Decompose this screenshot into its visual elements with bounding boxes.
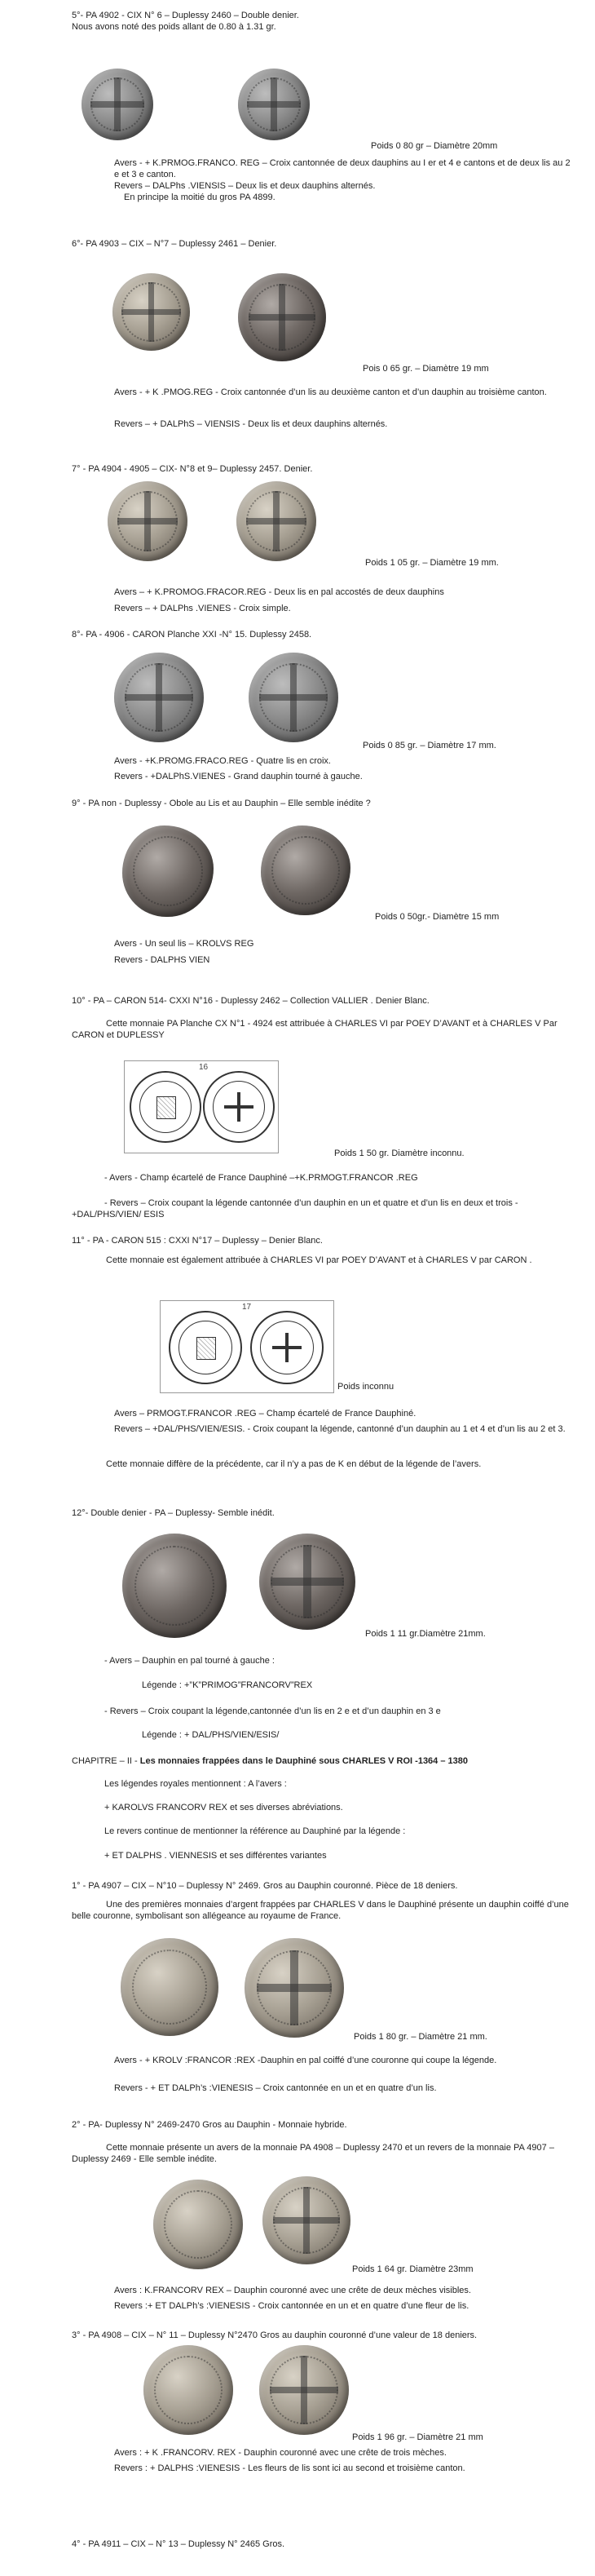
entry-11-note: Cette monnaie diffère de la précédente, car il n’y a pas de K en début de la légende de l’avers. — [106, 1459, 482, 1469]
coin-1-avers: Avers - + KROLV :FRANCOR :REX -Dauphin en pal coiffé d’une couronne qui coupe la légende. — [114, 2056, 497, 2065]
coin-obverse-image — [122, 825, 214, 917]
entry-11-weight: Poids inconnu — [337, 1382, 394, 1392]
coin-reverse-image — [238, 69, 310, 140]
coin-2-revers: Revers :+ ET DALPh’s :VIENESIS - Croix cantonnée en un et en quatre d’une fleur de lis. — [114, 2301, 469, 2311]
coin-reverse-image — [249, 653, 338, 742]
entry-11-avers: Avers – PRMOGT.FRANCOR .REG – Champ écartelé de France Dauphiné. — [114, 1409, 416, 1419]
chapter-line-4: + ET DALPHS . VIENNESIS et ses différentes variantes — [104, 1851, 327, 1861]
chapter-line-1: Les légendes royales mentionnent : A l’avers : — [104, 1779, 287, 1789]
entry-7-title: 7° - PA 4904 - 4905 – CIX- N°8 et 9– Duplessy 2457. Denier. — [72, 464, 313, 474]
coin-3-title: 3° - PA 4908 – CIX – N° 11 – Duplessy N°2470 Gros au dauphin couronné d’une valeur de 18 deniers. — [72, 2330, 478, 2340]
coin-3-revers: Revers : + DALPHS :VIENESIS - Les fleurs de lis sont ici au second et troisième canton. — [114, 2463, 465, 2473]
entry-5-note: Nous avons noté des poids allant de 0.80 à 1.31 gr. — [72, 22, 276, 32]
chapter-prefix: CHAPITRE – II - — [72, 1756, 140, 1766]
entry-8-revers: Revers - +DALPhS.VIENES - Grand dauphin tourné à gauche. — [114, 772, 363, 781]
entry-5-extra: En principe la moitié du gros PA 4899. — [124, 193, 275, 202]
coin-reverse-image — [236, 481, 316, 561]
entry-8-avers: Avers - +K.PROMG.FRACO.REG - Quatre lis en croix. — [114, 756, 331, 766]
entry-6-title: 6°- PA 4903 – CIX – N°7 – Duplessy 2461 – Denier. — [72, 239, 277, 249]
coin-drawing — [124, 1060, 279, 1153]
coin-obverse-image — [121, 1938, 218, 2036]
coin-drawing — [160, 1300, 334, 1393]
chapter-title: Les monnaies frappées dans le Dauphiné sous CHARLES V ROI -1364 – 1380 — [139, 1756, 468, 1766]
drawing-obverse — [130, 1071, 201, 1143]
drawing-number: 16 — [199, 1063, 209, 1072]
coin-reverse-image — [262, 2176, 350, 2264]
entry-12-avers-legend: Légende : +”K”PRIMOG”FRANCORV”REX — [142, 1680, 313, 1690]
coin-obverse-image — [153, 2180, 243, 2269]
entry-7-revers: Revers – + DALPhs .VIENES - Croix simple. — [114, 604, 291, 613]
entry-8-weight: Poids 0 85 gr. – Diamètre 17 mm. — [363, 741, 496, 750]
drawing-reverse — [250, 1311, 324, 1384]
coin-obverse-image — [112, 273, 190, 351]
entry-11-paragraph: Cette monnaie est également attribuée à CHARLES VI par POEY D’AVANT et à CHARLES V par CARON . — [106, 1255, 532, 1265]
entry-10-avers: - Avers - Champ écartelé de France Dauphiné –+K.PRMOGT.FRANCOR .REG — [104, 1173, 418, 1183]
coin-2-title: 2° - PA- Duplessy N° 2469-2470 Gros au Dauphin - Monnaie hybride. — [72, 2120, 347, 2130]
entry-12-avers: - Avers – Dauphin en pal tourné à gauche : — [104, 1656, 275, 1666]
entry-9-revers: Revers - DALPHS VIEN — [114, 955, 210, 965]
coin-3-weight: Poids 1 96 gr. – Diamètre 21 mm — [352, 2432, 483, 2442]
coin-4-title: 4° - PA 4911 – CIX – N° 13 – Duplessy N° 2465 Gros. — [72, 2539, 285, 2549]
entry-12-revers-legend: Légende : + DAL/PHS/VIEN/ESIS/ — [142, 1730, 280, 1740]
entry-12-revers: - Revers – Croix coupant la légende,cantonnée d’un lis en 2 e et d’un dauphin en 3 e — [104, 1706, 441, 1716]
entry-10-weight: Poids 1 50 gr. Diamètre inconnu. — [334, 1149, 465, 1158]
coin-1-paragraph: Une des premières monnaies d’argent frappées par CHARLES V dans le Dauphiné présente un dauphin coiffé d’une belle couronne, symbolisant son allégeance au royaume de France. — [72, 1900, 569, 1921]
entry-5-title: 5°- PA 4902 - CIX N° 6 – Duplessy 2460 – Double denier. — [72, 11, 299, 20]
entry-9-title: 9° - PA non - Duplessy - Obole au Lis et au Dauphin – Elle semble inédite ? — [72, 799, 371, 808]
coin-reverse-image — [238, 273, 326, 361]
coin-obverse-image — [114, 653, 204, 742]
entry-11-revers: Revers – +DAL/PHS/VIEN/ESIS. - Croix coupant la légende, cantonné d’un dauphin au 1 et 4 et d’un lis au 2 et 3. — [114, 1424, 566, 1434]
drawing-number: 17 — [242, 1303, 252, 1312]
entry-12-weight: Poids 1 11 gr.Diamètre 21mm. — [365, 1629, 486, 1639]
entry-5-avers: Avers - + K.PRMOG.FRANCO. REG – Croix cantonnée de deux dauphins au I er et 4 e cantons et de deux lis au 2 e et 3 e canton. — [114, 158, 571, 179]
drawing-obverse — [169, 1311, 242, 1384]
chapter-line-2: + KAROLVS FRANCORV REX et ses diverses abréviations. — [104, 1803, 343, 1812]
entry-6-avers: Avers - + K .PMOG.REG - Croix cantonnée d’un lis au deuxième canton et d’un dauphin au troisième canton. — [114, 387, 547, 397]
coin-reverse-image — [259, 1534, 355, 1630]
coin-obverse-image — [82, 69, 153, 140]
coin-obverse-image — [108, 481, 187, 561]
entry-12-title: 12°- Double denier - PA – Duplessy- Semble inédit. — [72, 1508, 275, 1518]
coin-1-title: 1° - PA 4907 – CIX – N°10 – Duplessy N° 2469. Gros au Dauphin couronné. Pièce de 18 deniers. — [72, 1881, 458, 1891]
entry-8-title: 8°- PA - 4906 - CARON Planche XXI -N° 15. Duplessy 2458. — [72, 630, 312, 640]
entry-10-paragraph: Cette monnaie PA Planche CX N°1 - 4924 est attribuée à CHARLES VI par POEY D’AVANT et à CHARLES V Par CARON et DUPLESSY — [72, 1019, 558, 1040]
entry-9-avers: Avers - Un seul lis – KROLVS REG — [114, 939, 254, 949]
coin-1-weight: Poids 1 80 gr. – Diamètre 21 mm. — [354, 2032, 487, 2042]
coin-obverse-image — [122, 1534, 227, 1638]
coin-3-avers: Avers : + K .FRANCORV. REX - Dauphin couronné avec une crête de trois mèches. — [114, 2448, 447, 2458]
chapter-heading — [72, 1755, 468, 1767]
entry-10-title: 10° - PA – CARON 514- CXXI N°16 - Duplessy 2462 – Collection VALLIER . Denier Blanc. — [72, 996, 430, 1006]
entry-5-revers: Revers – DALPhs .VIENSIS – Deux lis et deux dauphins alternés. — [114, 181, 376, 191]
entry-9-weight: Poids 0 50gr.- Diamètre 15 mm — [375, 912, 500, 922]
entry-10-revers: - Revers – Croix coupant la légende cantonnée d’un dauphin en un et quatre et d’un lis en deux et trois - +DAL/PHS/VIEN/ ESIS — [72, 1198, 518, 1219]
entry-5-weight: Poids 0 80 gr – Diamètre 20mm — [371, 141, 498, 151]
entry-7-avers: Avers – + K.PROMOG.FRACOR.REG - Deux lis en pal accostés de deux dauphins — [114, 587, 444, 597]
coin-2-avers: Avers : K.FRANCORV REX – Dauphin couronné avec une crête de deux mèches visibles. — [114, 2286, 471, 2295]
drawing-reverse — [203, 1071, 275, 1143]
coin-2-paragraph: Cette monnaie présente un avers de la monnaie PA 4908 – Duplessy 2470 et un revers de la monnaie PA 4907 – Duplessy 2469 - Elle semble inédite. — [72, 2143, 554, 2164]
coin-reverse-image — [259, 2345, 349, 2435]
chapter-line-3: Le revers continue de mentionner la référence au Dauphiné par la légende : — [104, 1826, 406, 1836]
coin-reverse-image — [245, 1938, 344, 2038]
coin-obverse-image — [143, 2345, 233, 2435]
entry-6-weight: Pois 0 65 gr. – Diamètre 19 mm — [363, 364, 489, 374]
entry-7-weight: Poids 1 05 gr. – Diamètre 19 mm. — [365, 558, 499, 568]
coin-reverse-image — [261, 825, 350, 915]
coin-2-weight: Poids 1 64 gr. Diamètre 23mm — [352, 2264, 474, 2274]
entry-11-title: 11° - PA - CARON 515 : CXXI N°17 – Duplessy – Denier Blanc. — [72, 1236, 323, 1246]
entry-6-revers: Revers – + DALPhS – VIENSIS - Deux lis et deux dauphins alternés. — [114, 419, 388, 429]
coin-1-revers: Revers - + ET DALPh’s :VIENESIS – Croix cantonnée en un et en quatre d’un lis. — [114, 2083, 437, 2093]
